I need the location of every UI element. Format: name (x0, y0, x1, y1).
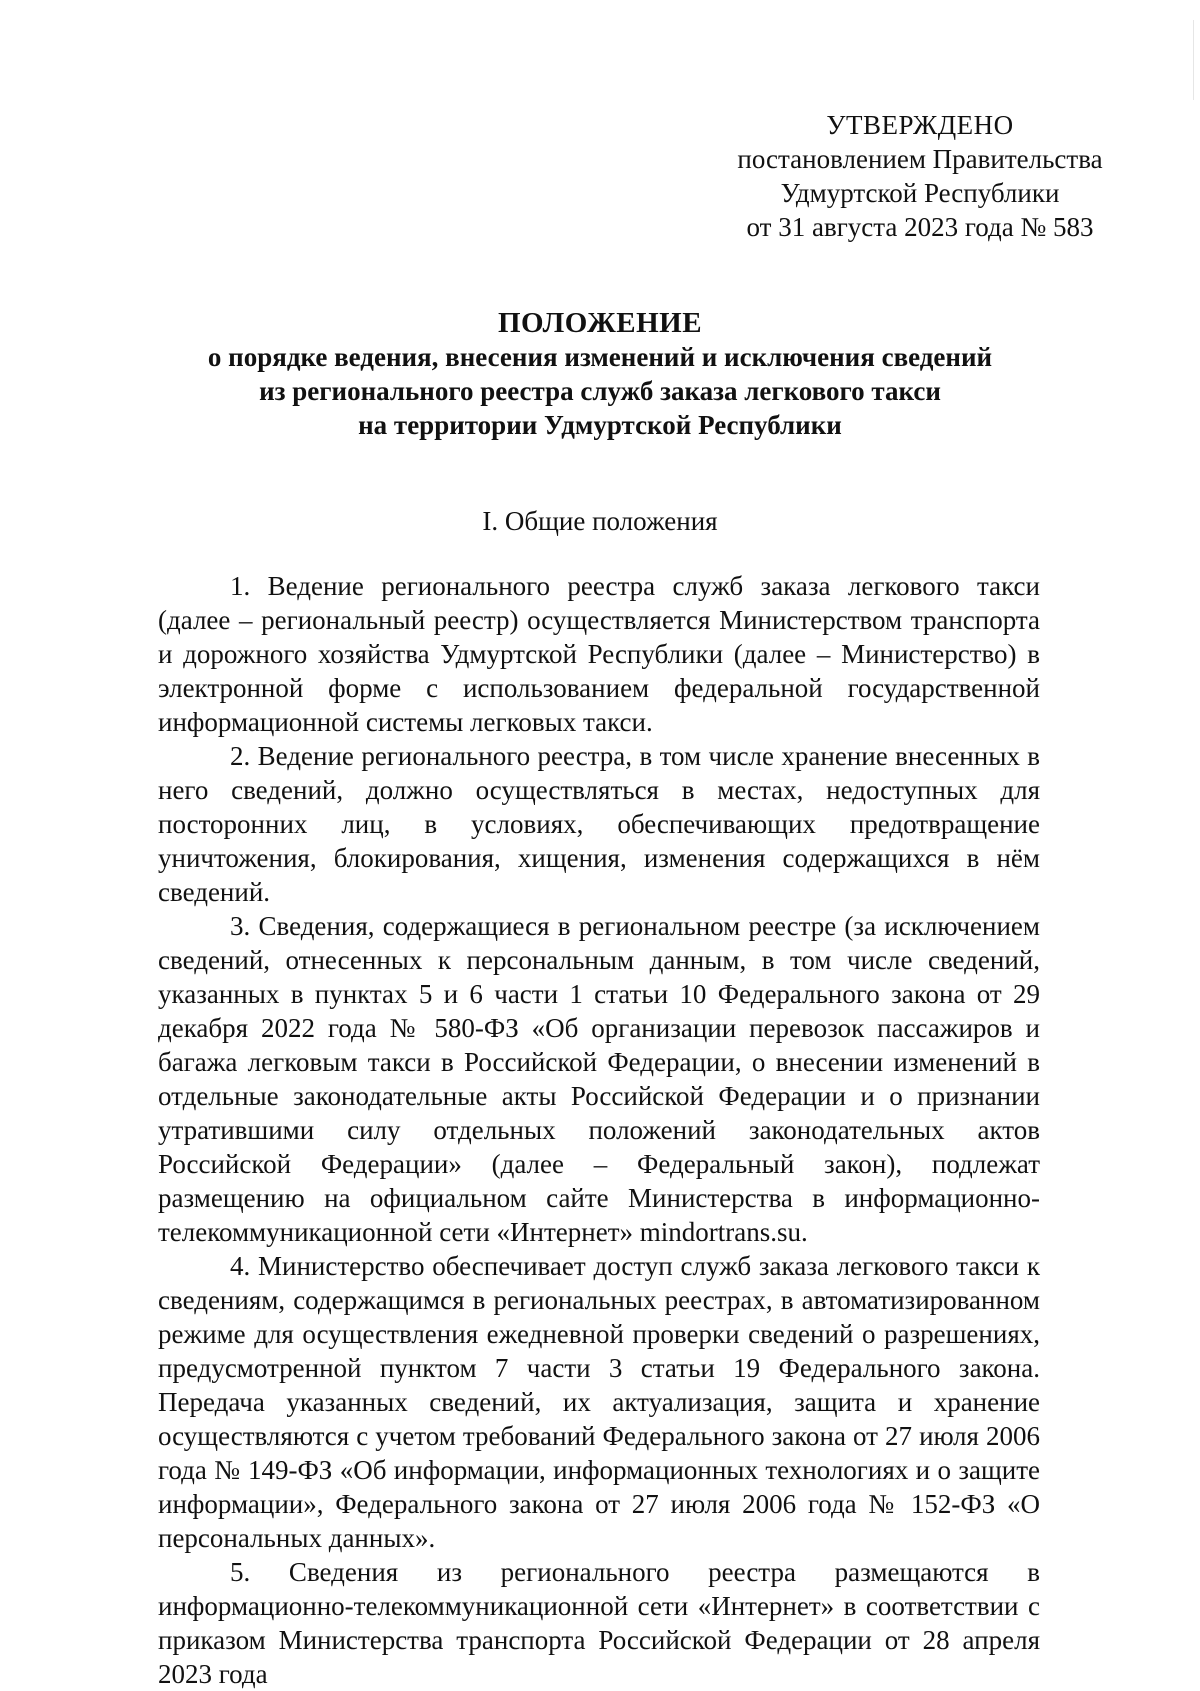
paragraph-1: 1. Ведение регионального реестра служб заказа легкового такси (далее – региональный реестр) осуществляется Министерством транспорта и дорожного хозяйства Удмуртской Республики (далее – Министерство) в электронной форме с использованием федеральной государственной информационной системы легковых такси. (158, 571, 1040, 737)
paragraph-2: 2. Ведение регионального реестра, в том числе хранение внесенных в него сведений, должно осуществляться в местах, недоступных для посторонних лиц, в условиях, обеспечивающих предотвращение уничтожения, блокирования, хищения, изменения содержащихся в нём сведений. (158, 741, 1040, 907)
paragraph-4: 4. Министерство обеспечивает доступ служб заказа легкового такси к сведениям, содержащимся в региональных реестрах, в автоматизированном режиме для осуществления ежедневной проверки сведений о разрешениях, предусмотренной пунктом 7 части 3 статьи 19 Федерального закона. Передача указанных сведений, их актуализация, защита и хранение осуществляются с учетом требований Федерального закона от 27 июля 2006 года № 149-ФЗ «Об информации, информационных технологиях и о защите информации», Федерального закона от 27 июля 2006 года № 152-ФЗ «О персональных данных». (158, 1251, 1040, 1553)
paragraph-3: 3. Сведения, содержащиеся в региональном реестре (за исключением сведений, отнесенных к персональным данным, в том числе сведений, указанных в пунктах 5 и 6 части 1 статьи 10 Федерального закона от 29 декабря 2022 года № 580-ФЗ «Об организации перевозок пассажиров и багажа легковым такси в Российской Федерации, о внесении изменений в отдельные законодательные акты Российской Федерации и о признании утратившими силу отдельных положений законодательных актов Российской Федерации» (далее – Федеральный закон), подлежат размещению на официальном сайте Министерства в информационно-телекоммуникационной сети «Интернет» mindortrans.su. (158, 911, 1040, 1247)
paragraph-5: 5. Сведения из регионального реестра размещаются в информационно-телекоммуникационной сети «Интернет» в соответствии с приказом Министерства транспорта Российской Федерации от 28 апреля 2023 года (158, 1557, 1040, 1689)
scan-edge-mark (1193, 20, 1194, 100)
document-title-main: ПОЛОЖЕНИЕ (497, 307, 703, 339)
document-body (158, 569, 1040, 1691)
approval-line-3: от 31 августа 2023 года № 583 (746, 212, 1094, 242)
approval-line-1: постановлением Правительства (737, 144, 1103, 174)
approval-stamp (700, 108, 1140, 244)
section-heading: I. Общие положения (482, 506, 718, 536)
document-title-line-2: из регионального реестра служб заказа легкового такси (259, 376, 941, 406)
approval-title: УТВЕРЖДЕНО (826, 110, 1014, 140)
document-title (150, 306, 1050, 442)
approval-line-2: Удмуртской Республики (780, 178, 1060, 208)
document-title-line-1: о порядке ведения, внесения изменений и исключения сведений (207, 342, 993, 372)
document-title-line-3: на территории Удмуртской Республики (358, 410, 842, 440)
